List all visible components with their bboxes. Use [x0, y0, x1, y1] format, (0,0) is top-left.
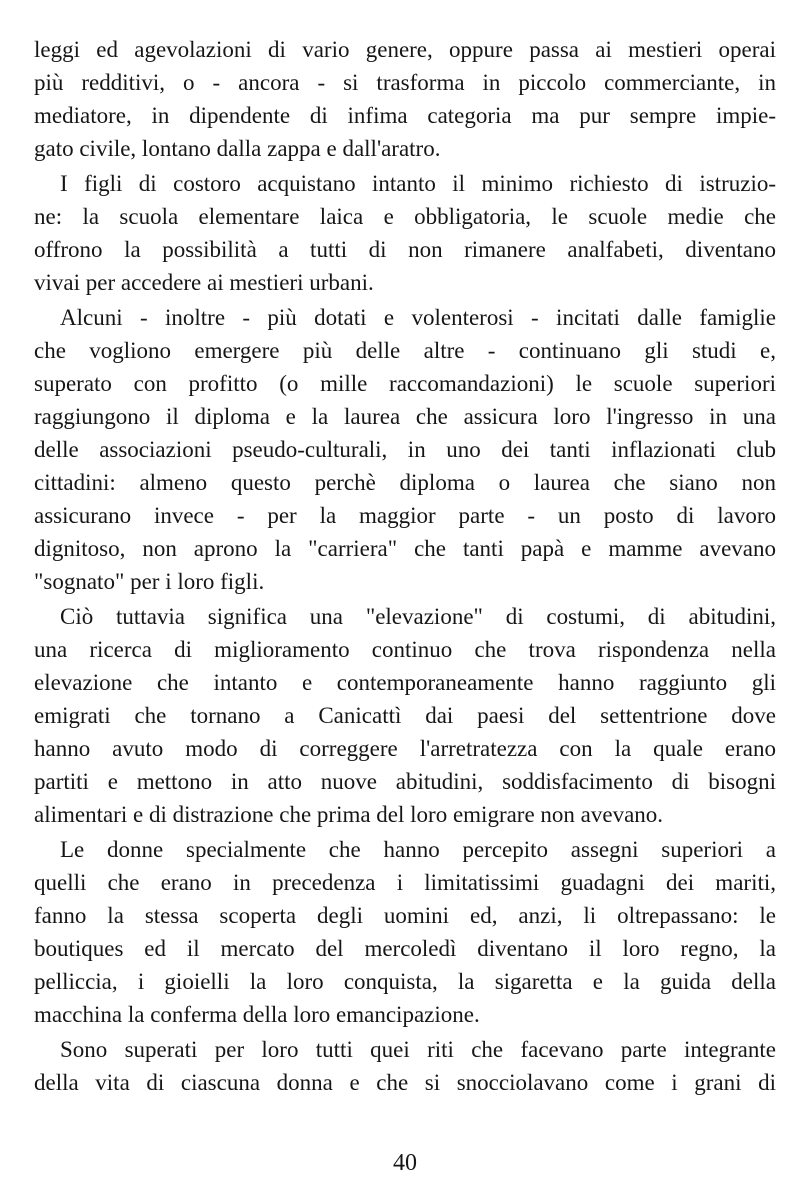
text-line: quelli che erano in precedenza i limitatissimi guadagni dei mariti,	[34, 870, 776, 895]
text-line: mediatore, in dipendente di infima categoria ma pur sempre impie-	[34, 103, 776, 128]
paragraph-1	[34, 33, 776, 165]
text-line: più redditivi, o - ancora - si trasforma in piccolo commerciante, in	[34, 70, 776, 95]
text-line: boutiques ed il mercato del mercoledì diventano il loro regno, la	[34, 936, 776, 961]
page-number: 40	[393, 1150, 417, 1176]
text-line: superato con profitto (o mille raccomandazioni) le scuole superiori	[34, 371, 776, 396]
paragraph-6	[34, 1033, 776, 1099]
text-line: hanno avuto modo di correggere l'arretratezza con la quale erano	[34, 736, 776, 761]
text-line: Sono superati per loro tutti quei riti che facevano parte integrante	[60, 1037, 776, 1062]
text-line: dignitoso, non aprono la "carriera" che tanti papà e mamme avevano	[34, 536, 776, 561]
text-line: cittadini: almeno questo perchè diploma o laurea che siano non	[34, 470, 776, 495]
text-line: leggi ed agevolazioni di vario genere, oppure passa ai mestieri operai	[34, 37, 776, 62]
text-line: offrono la possibilità a tutti di non rimanere analfabeti, diventano	[34, 237, 776, 262]
text-line: emigrati che tornano a Canicattì dai paesi del settentrione dove	[34, 703, 776, 728]
text-line: una ricerca di miglioramento continuo che trova rispondenza nella	[34, 637, 776, 662]
text-line: che vogliono emergere più delle altre - continuano gli studi e,	[34, 338, 776, 363]
text-line: macchina la conferma della loro emancipazione.	[34, 1002, 480, 1027]
paragraph-2	[34, 167, 776, 299]
text-line: alimentari e di distrazione che prima del loro emigrare non avevano.	[34, 802, 664, 827]
text-line: elevazione che intanto e contemporaneamente hanno raggiunto gli	[34, 670, 776, 695]
text-line: ne: la scuola elementare laica e obbligatoria, le scuole medie che	[34, 204, 776, 229]
text-line: vivai per accedere ai mestieri urbani.	[34, 270, 374, 295]
paragraph-5	[34, 833, 776, 1031]
text-line: pelliccia, i gioielli la loro conquista, la sigaretta e la guida della	[34, 969, 776, 994]
text-line: della vita di ciascuna donna e che si snocciolavano come i grani di	[34, 1070, 776, 1095]
text-line: assicurano invece - per la maggior parte - un posto di lavoro	[34, 503, 776, 528]
paragraph-3	[34, 301, 776, 598]
text-line: Alcuni - inoltre - più dotati e volenterosi - incitati dalle famiglie	[60, 305, 776, 330]
text-line: I figli di costoro acquistano intanto il minimo richiesto di istruzio-	[60, 171, 776, 196]
paragraph-4	[34, 600, 776, 831]
text-line: Le donne specialmente che hanno percepito assegni superiori a	[60, 837, 776, 862]
text-line: partiti e mettono in atto nuove abitudini, soddisfacimento di bisogni	[34, 769, 776, 794]
text-line: raggiungono il diploma e la laurea che assicura loro l'ingresso in una	[34, 404, 776, 429]
text-line: "sognato" per i loro figli.	[34, 569, 265, 594]
body-text	[34, 33, 776, 1099]
text-line: gato civile, lontano dalla zappa e dall'aratro.	[34, 136, 441, 161]
text-line: Ciò tuttavia significa una "elevazione" di costumi, di abitudini,	[60, 604, 776, 629]
text-line: delle associazioni pseudo-culturali, in uno dei tanti inflazionati club	[34, 437, 776, 462]
text-line: fanno la stessa scoperta degli uomini ed, anzi, li oltrepassano: le	[34, 903, 776, 928]
